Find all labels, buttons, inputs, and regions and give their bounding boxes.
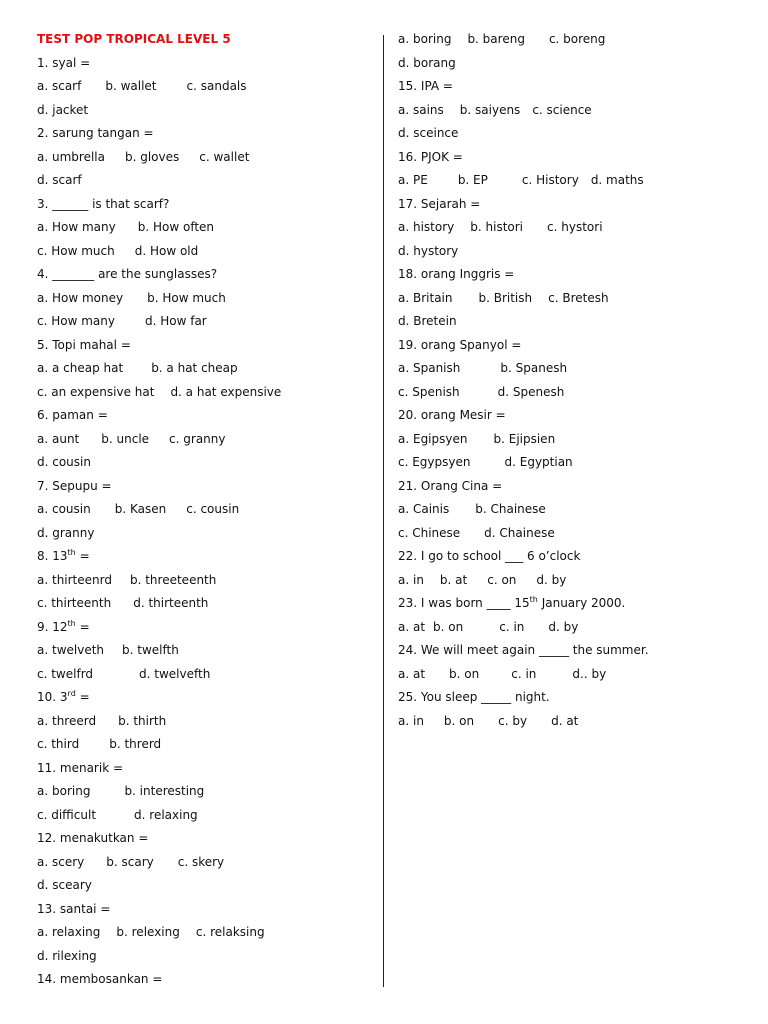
answer-option: a. in xyxy=(398,572,424,587)
question xyxy=(398,639,738,663)
answer-row xyxy=(398,52,738,76)
answer-option: d. by xyxy=(536,572,567,587)
question xyxy=(398,263,738,287)
answer-option: d. sceince xyxy=(398,126,459,140)
answer-option: d. How far xyxy=(144,314,207,328)
question xyxy=(398,334,738,358)
question-text: 17. Sejarah = xyxy=(398,196,481,211)
answer-option: d. sceary xyxy=(37,878,92,892)
answer-row xyxy=(398,169,738,193)
answer-option: b. threeteenth xyxy=(129,572,217,587)
question-text: 13. santai = xyxy=(37,901,111,916)
answer-option: d. relaxing xyxy=(134,807,198,822)
answer-row xyxy=(37,639,377,663)
question-text-tail: = xyxy=(75,549,90,563)
answer-option: d. a hat expensive xyxy=(170,384,282,399)
answer-option: a. How money xyxy=(37,290,124,305)
left-column xyxy=(37,28,377,992)
answer-option: b. histori xyxy=(470,220,524,234)
answer-row xyxy=(398,28,738,52)
question-text: 5. Topi mahal = xyxy=(37,337,131,352)
question-text: 2. sarung tangan = xyxy=(37,126,154,140)
answer-option: c. science xyxy=(532,102,592,117)
answer-option: c. cousin xyxy=(186,502,240,516)
answer-option: a. relaxing xyxy=(37,925,101,939)
answer-row xyxy=(37,310,377,334)
answer-row xyxy=(37,710,377,734)
answer-option: a. Cainis xyxy=(398,502,450,516)
answer-option: b. British xyxy=(478,290,533,305)
answer-row xyxy=(37,921,377,945)
answer-option: c. granny xyxy=(169,431,226,446)
question-text: 18. orang Inggris = xyxy=(398,267,515,281)
answer-option: c. Chinese xyxy=(398,525,461,540)
answer-row xyxy=(398,428,738,452)
answer-option: a. Egipsyen xyxy=(398,431,468,446)
question-text: 16. PJOK = xyxy=(398,149,463,164)
answer-option: c. History xyxy=(521,173,579,187)
answer-option: b. How often xyxy=(137,220,215,234)
question xyxy=(37,334,377,358)
question xyxy=(398,404,738,428)
answer-option: c. Egypsyen xyxy=(398,455,471,469)
answer-row xyxy=(37,780,377,804)
question xyxy=(37,968,377,992)
answer-option: b. wallet xyxy=(105,79,157,93)
answer-row xyxy=(37,804,377,828)
answer-option: a. How many xyxy=(37,220,116,234)
question xyxy=(37,404,377,428)
answer-row xyxy=(398,122,738,146)
answer-option: b. relexing xyxy=(116,925,180,939)
answer-option: b. a hat cheap xyxy=(151,361,238,375)
answer-row xyxy=(37,498,377,522)
answer-option: b. gloves xyxy=(124,149,180,164)
answer-option: b. bareng xyxy=(467,32,525,46)
answer-option: b. thirth xyxy=(118,713,167,728)
answer-option: a. boring xyxy=(37,784,91,798)
question-text: 15. IPA = xyxy=(398,79,453,93)
ordinal-suffix: th xyxy=(67,548,76,557)
answer-option: b. on xyxy=(433,619,464,634)
answer-option: d. borang xyxy=(398,55,456,70)
answer-option: a. scarf xyxy=(37,79,82,93)
question-text: 14. membosankan = xyxy=(37,972,163,986)
answer-row xyxy=(398,216,738,240)
question xyxy=(37,193,377,217)
answer-option: c. How much xyxy=(37,243,115,258)
answer-row xyxy=(37,75,377,99)
answer-row xyxy=(37,99,377,123)
question xyxy=(398,75,738,99)
ordinal-suffix: th xyxy=(529,595,538,604)
answer-option: a. thirteenrd xyxy=(37,572,112,587)
question xyxy=(37,52,377,76)
answer-option: a. twelveth xyxy=(37,643,105,657)
answer-option: c. hystori xyxy=(547,220,603,234)
answer-option: b. interesting xyxy=(124,784,205,798)
question-text: 21. Orang Cina = xyxy=(398,478,503,493)
answer-row xyxy=(37,169,377,193)
answer-option: d. jacket xyxy=(37,102,89,117)
answer-option: c. thirteenth xyxy=(37,596,112,610)
answer-option: b. at xyxy=(439,572,468,587)
question xyxy=(37,898,377,922)
answer-row xyxy=(37,874,377,898)
answer-option: d. at xyxy=(551,713,579,728)
answer-option: d. thirteenth xyxy=(133,596,209,610)
ordinal-suffix: rd xyxy=(67,689,76,698)
answer-option: d. scarf xyxy=(37,173,82,187)
question-text: 23. I was born ____ 15 xyxy=(398,596,530,610)
answer-row xyxy=(37,428,377,452)
question xyxy=(37,122,377,146)
answer-option: b. EP xyxy=(457,173,488,187)
question-text: 3. ______ is that scarf? xyxy=(37,196,170,211)
answer-row xyxy=(37,663,377,687)
question-text-tail: January 2000. xyxy=(537,596,626,610)
question xyxy=(398,146,738,170)
answer-row xyxy=(398,357,738,381)
answer-row xyxy=(37,146,377,170)
answer-option: a. PE xyxy=(398,173,428,187)
answer-option: d. How old xyxy=(134,243,199,258)
answer-option: c. boreng xyxy=(548,32,606,46)
answer-option: c. in xyxy=(511,666,537,681)
answer-row xyxy=(398,663,738,687)
answer-row xyxy=(37,945,377,969)
answer-option: b. on xyxy=(449,666,480,681)
question-text: 11. menarik = xyxy=(37,760,124,775)
question-text: 6. paman = xyxy=(37,408,108,422)
answer-option: d. Bretein xyxy=(398,314,457,328)
question xyxy=(398,475,738,499)
question-text: 19. orang Spanyol = xyxy=(398,337,522,352)
answer-option: c. an expensive hat xyxy=(37,384,155,399)
answer-option: a. history xyxy=(398,220,455,234)
answer-option: b. threrd xyxy=(109,737,162,751)
answer-row xyxy=(398,287,738,311)
column-divider xyxy=(383,35,384,987)
question-text-tail: = xyxy=(75,690,90,704)
answer-option: d.. by xyxy=(572,666,607,681)
answer-row xyxy=(37,733,377,757)
answer-option: a. boring xyxy=(398,32,452,46)
answer-option: a. at xyxy=(398,619,426,634)
answer-row xyxy=(37,287,377,311)
answer-row xyxy=(398,240,738,264)
answer-option: d. hystory xyxy=(398,243,459,258)
answer-option: a. scery xyxy=(37,854,85,869)
answer-option: c. third xyxy=(37,737,80,751)
answer-option: b. scary xyxy=(106,854,154,869)
question-text: 10. 3 xyxy=(37,690,68,704)
answer-option: b. saiyens xyxy=(459,102,521,117)
question xyxy=(398,193,738,217)
answer-option: d. Egyptian xyxy=(504,455,573,469)
answer-option: d. granny xyxy=(37,525,95,540)
question xyxy=(398,592,738,616)
answer-option: a. threerd xyxy=(37,713,97,728)
answer-row xyxy=(37,357,377,381)
answer-option: b. Chainese xyxy=(475,502,546,516)
question-text: 12. menakutkan = xyxy=(37,831,149,845)
question-text: 1. syal = xyxy=(37,55,91,70)
answer-row xyxy=(398,381,738,405)
ordinal-suffix: th xyxy=(67,618,76,628)
question-text: 22. I go to school ___ 6 o’clock xyxy=(398,549,581,563)
question-text: 24. We will meet again _____ the summer. xyxy=(398,643,649,657)
answer-option: d. cousin xyxy=(37,455,91,469)
question xyxy=(37,827,377,851)
answer-row xyxy=(37,451,377,475)
answer-row xyxy=(37,851,377,875)
answer-row xyxy=(37,381,377,405)
answer-option: a. aunt xyxy=(37,431,80,446)
question xyxy=(398,545,738,569)
answer-option: d. by xyxy=(548,619,579,634)
answer-option: b. twelfth xyxy=(122,643,179,657)
answer-option: b. on xyxy=(443,713,475,728)
answer-option: b. Kasen xyxy=(114,502,167,516)
question xyxy=(37,475,377,499)
answer-row xyxy=(37,592,377,616)
answer-option: c. wallet xyxy=(199,149,250,164)
question xyxy=(37,686,377,710)
answer-option: d. twelvefth xyxy=(139,666,211,681)
answer-option: a. a cheap hat xyxy=(37,361,124,375)
answer-option: a. Britain xyxy=(398,290,453,305)
answer-option: b. How much xyxy=(147,290,226,305)
answer-row xyxy=(398,310,738,334)
answer-option: a. in xyxy=(398,713,424,728)
answer-option: c. on xyxy=(487,572,517,587)
answer-option: c. Spenish xyxy=(398,384,460,399)
answer-option: c. skery xyxy=(177,854,225,869)
answer-row xyxy=(398,616,738,640)
question xyxy=(398,686,738,710)
answer-row xyxy=(37,522,377,546)
answer-option: b. Spanesh xyxy=(500,361,568,375)
answer-option: c. by xyxy=(498,713,528,728)
question-text: 9. 12 xyxy=(37,619,68,634)
question xyxy=(37,545,377,569)
answer-option: b. uncle xyxy=(101,431,150,446)
answer-option: c. in xyxy=(499,619,525,634)
answer-row xyxy=(37,240,377,264)
answer-option: d. Spenesh xyxy=(497,384,565,399)
answer-option: c. How many xyxy=(37,314,115,328)
question-text: 8. 13 xyxy=(37,549,68,563)
answer-row xyxy=(37,216,377,240)
question-text: 25. You sleep _____ night. xyxy=(398,690,550,704)
answer-row xyxy=(398,451,738,475)
answer-option: a. cousin xyxy=(37,502,91,516)
question xyxy=(37,616,377,640)
answer-option: a. Spanish xyxy=(398,361,461,375)
answer-row xyxy=(398,522,738,546)
answer-option: a. sains xyxy=(398,102,444,117)
answer-row xyxy=(37,569,377,593)
answer-option: c. relaksing xyxy=(195,925,265,939)
question xyxy=(37,757,377,781)
right-column xyxy=(398,28,738,733)
answer-option: c. twelfrd xyxy=(37,666,94,681)
answer-row xyxy=(398,498,738,522)
answer-row xyxy=(398,99,738,123)
answer-option: c. sandals xyxy=(186,79,247,93)
answer-row xyxy=(398,569,738,593)
answer-option: d. rilexing xyxy=(37,948,97,963)
question-text: 4. _______ are the sunglasses? xyxy=(37,267,218,281)
question xyxy=(37,263,377,287)
question-text: 20. orang Mesir = xyxy=(398,408,506,422)
question-text: 7. Sepupu = xyxy=(37,478,112,493)
answer-option: d. maths xyxy=(590,173,644,187)
answer-option: c. Bretesh xyxy=(548,290,609,305)
page-title: TEST POP TROPICAL LEVEL 5 xyxy=(37,32,231,46)
question-text-tail: = xyxy=(75,619,90,634)
answer-option: d. Chainese xyxy=(484,525,555,540)
answer-option: a. umbrella xyxy=(37,149,105,164)
answer-row xyxy=(398,710,738,734)
answer-option: a. at xyxy=(398,666,426,681)
answer-option: c. difficult xyxy=(37,807,97,822)
answer-option: b. Ejipsien xyxy=(493,431,556,446)
